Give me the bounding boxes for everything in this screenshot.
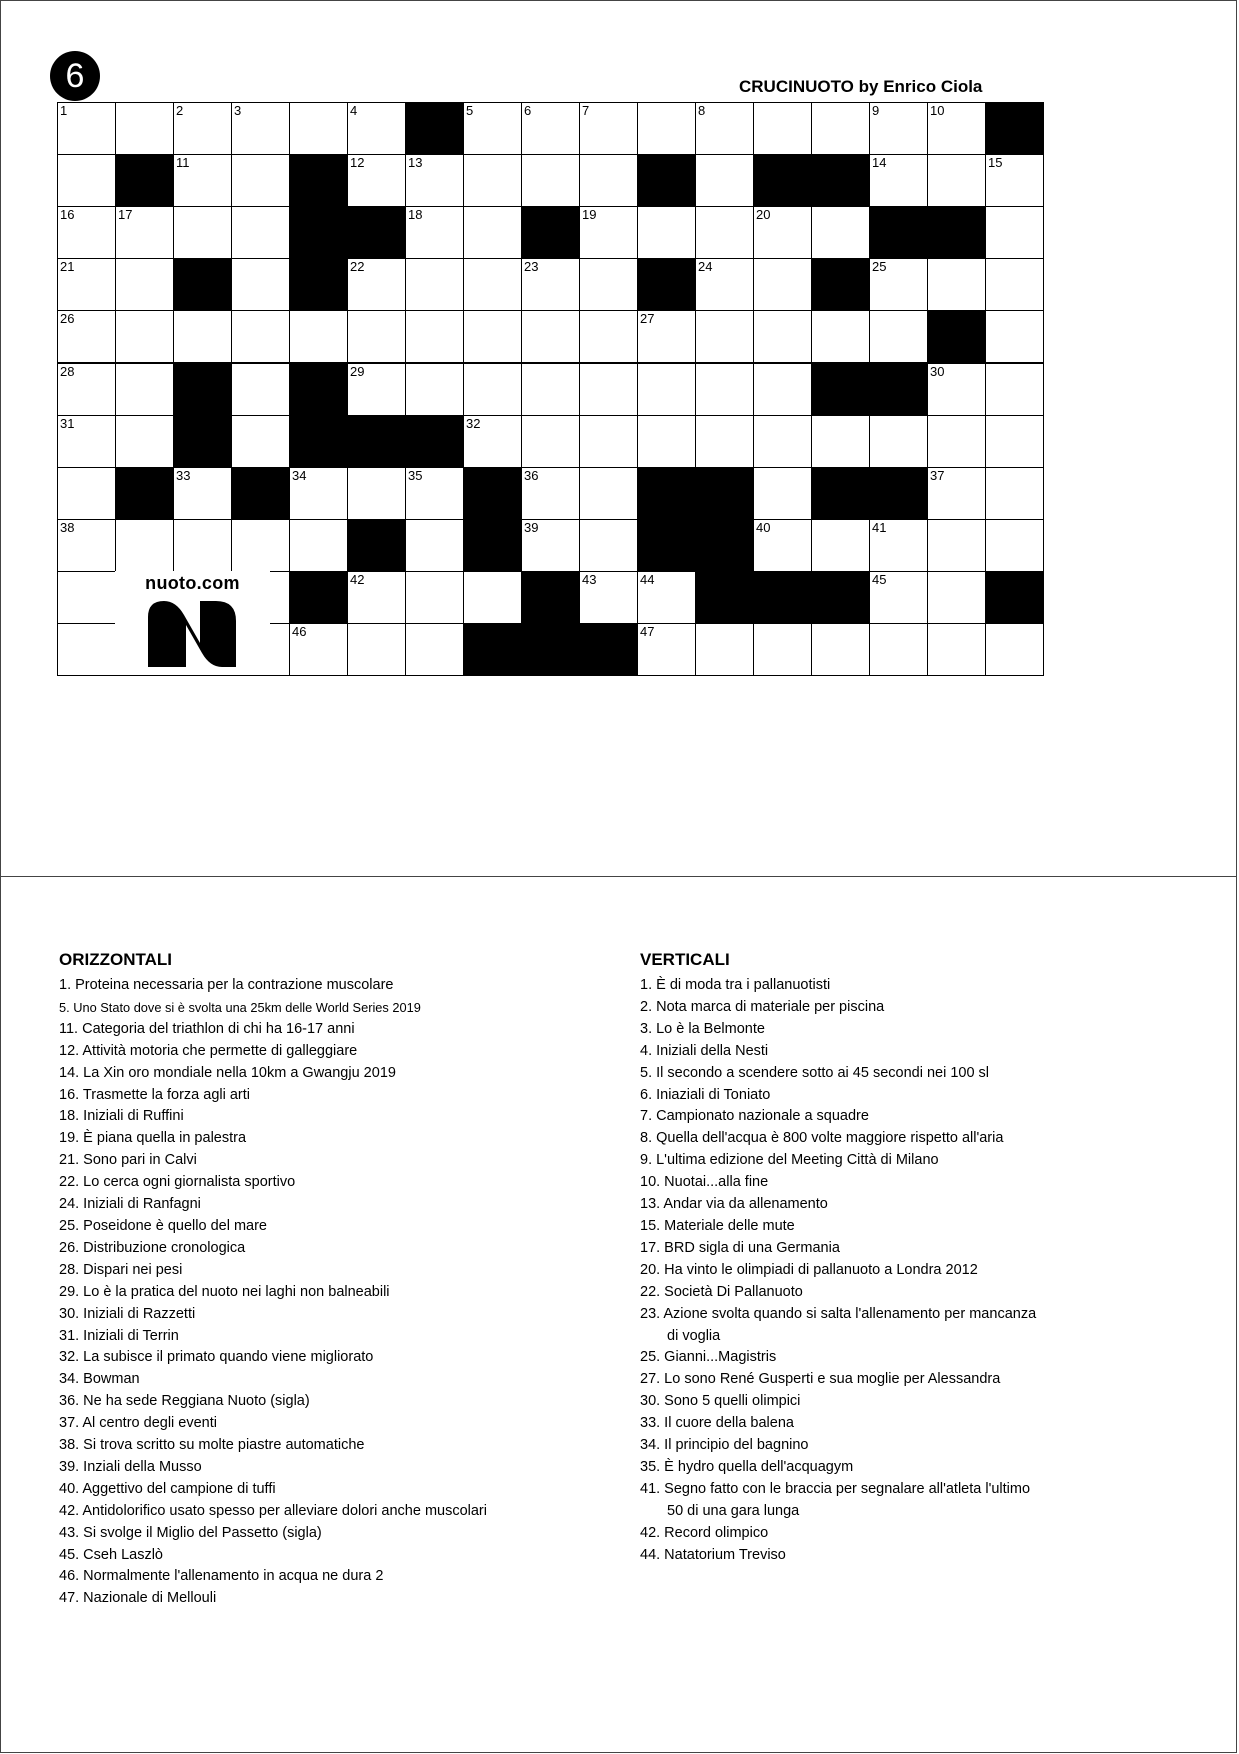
- cell-number: 47: [640, 624, 655, 639]
- grid-cell[interactable]: [869, 102, 928, 155]
- clue-item: 34. Il principio del bagnino: [640, 1437, 809, 1454]
- black-cell: [289, 258, 348, 311]
- clue-item: 17. BRD sigla di una Germania: [640, 1239, 840, 1256]
- clue-item: 10. Nuotai...alla fine: [640, 1174, 769, 1191]
- clue-item: 30. Sono 5 quelli olimpici: [640, 1393, 801, 1410]
- grid-cell[interactable]: [811, 310, 870, 363]
- grid-cell[interactable]: [57, 310, 116, 363]
- black-cell: [289, 206, 348, 259]
- crossword-page: [0, 0, 1237, 877]
- grid-cell[interactable]: [231, 206, 290, 259]
- clue-item: 1. È di moda tra i pallanuotisti: [640, 977, 831, 993]
- cell-number: 16: [60, 207, 75, 223]
- grid-cell[interactable]: [115, 102, 174, 155]
- black-cell: [811, 258, 870, 311]
- cell-number: 29: [350, 363, 365, 379]
- cell-number: 26: [60, 311, 75, 327]
- grid-cell[interactable]: [463, 206, 522, 259]
- cell-number: 31: [60, 415, 75, 431]
- cell-number: 25: [872, 259, 887, 275]
- grid-cell[interactable]: [985, 363, 1044, 416]
- grid-cell[interactable]: [57, 258, 116, 311]
- cell-number: 20: [756, 207, 771, 223]
- grid-cell[interactable]: [57, 467, 116, 520]
- grid-cell[interactable]: [811, 519, 870, 572]
- cell-number: 28: [60, 363, 75, 379]
- clue-item: 30. Iniziali di Razzetti: [59, 1305, 196, 1322]
- grid-cell[interactable]: [927, 363, 986, 416]
- grid-cell[interactable]: [463, 310, 522, 363]
- clue-item: 14. La Xin oro mondiale nella 10km a Gwangju 2019: [59, 1064, 396, 1081]
- black-cell: [463, 623, 522, 676]
- grid-cell[interactable]: [695, 415, 754, 468]
- black-cell: [289, 415, 348, 468]
- grid-cell[interactable]: [695, 363, 754, 416]
- cell-number: 38: [60, 519, 75, 535]
- grid-cell[interactable]: [695, 310, 754, 363]
- grid-cell[interactable]: [753, 623, 812, 676]
- grid-cell[interactable]: [579, 467, 638, 520]
- grid-cell[interactable]: [57, 102, 116, 155]
- grid-cell[interactable]: [57, 571, 116, 624]
- grid-cell[interactable]: [869, 310, 928, 363]
- clue-item: 41. Segno fatto con le braccia per segnalare all'atleta l'ultimo: [640, 1480, 1031, 1497]
- black-cell: [869, 363, 928, 416]
- grid-cell[interactable]: [637, 102, 696, 155]
- clue-item: 8. Quella dell'acqua è 800 volte maggiore rispetto all'aria: [640, 1130, 1004, 1147]
- clue-item: 4. Iniziali della Nesti: [640, 1042, 769, 1059]
- grid-cell[interactable]: [347, 571, 406, 624]
- horizontal-clue-list: [59, 975, 619, 1610]
- black-cell: [579, 623, 638, 676]
- cell-number: 7: [582, 103, 590, 118]
- clue-item: 50 di una gara lunga: [667, 1502, 800, 1519]
- cell-number: 23: [524, 259, 539, 275]
- black-cell: [173, 415, 232, 468]
- clue-item: 34. Bowman: [59, 1371, 140, 1388]
- black-cell: [811, 467, 870, 520]
- black-cell: [289, 363, 348, 416]
- logo-text: nuoto.com: [145, 573, 240, 593]
- cell-number: 4: [350, 103, 358, 118]
- clue-item: 24. Iniziali di Ranfagni: [59, 1196, 201, 1213]
- black-cell: [115, 154, 174, 207]
- grid-cell[interactable]: [637, 623, 696, 676]
- grid-cell[interactable]: [405, 363, 464, 416]
- cell-number: 15: [988, 155, 1003, 171]
- grid-cell[interactable]: [115, 415, 174, 468]
- grid-cell[interactable]: [521, 467, 580, 520]
- grid-cell[interactable]: [57, 363, 116, 416]
- grid-cell[interactable]: [869, 519, 928, 572]
- clue-item: 13. Andar via da allenamento: [640, 1196, 828, 1213]
- cell-number: 22: [350, 259, 365, 275]
- clue-item: 35. È hydro quella dell'acquagym: [640, 1458, 854, 1475]
- black-cell: [115, 467, 174, 520]
- grid-cell[interactable]: [347, 310, 406, 363]
- grid-cell[interactable]: [579, 415, 638, 468]
- grid-cell[interactable]: [521, 154, 580, 207]
- clue-item: 43. Si svolge il Miglio del Passetto (sigla): [59, 1524, 322, 1541]
- grid-cell[interactable]: [347, 154, 406, 207]
- grid-cell[interactable]: [637, 206, 696, 259]
- cell-number: 13: [408, 155, 423, 171]
- clue-item: 36. Ne ha sede Reggiana Nuoto (sigla): [59, 1393, 310, 1410]
- grid-cell[interactable]: [753, 415, 812, 468]
- black-cell: [753, 571, 812, 624]
- cell-number: 9: [872, 103, 880, 118]
- cell-number: 17: [118, 207, 133, 223]
- black-cell: [463, 519, 522, 572]
- cell-number: 11: [176, 155, 190, 171]
- black-cell: [405, 102, 464, 155]
- clue-item: 2. Nota marca di materiale per piscina: [640, 998, 885, 1015]
- grid-cell[interactable]: [637, 363, 696, 416]
- grid-cell[interactable]: [985, 310, 1044, 363]
- grid-cell[interactable]: [347, 623, 406, 676]
- clue-item: 47. Nazionale di Mellouli: [59, 1590, 217, 1607]
- clue-item: 25. Gianni...Magistris: [640, 1349, 777, 1366]
- clue-item: 40. Aggettivo del campione di tuffi: [59, 1480, 276, 1497]
- grid-cell[interactable]: [173, 206, 232, 259]
- grid-cell[interactable]: [695, 258, 754, 311]
- grid-cell[interactable]: [115, 363, 174, 416]
- grid-cell[interactable]: [637, 310, 696, 363]
- grid-cell[interactable]: [289, 102, 348, 155]
- grid-cell[interactable]: [405, 519, 464, 572]
- grid-cell[interactable]: [347, 467, 406, 520]
- black-cell: [927, 206, 986, 259]
- black-cell: [463, 467, 522, 520]
- clue-item: 7. Campionato nazionale a squadre: [640, 1108, 869, 1125]
- clue-item: 27. Lo sono René Gusperti e sua moglie per Alessandra: [640, 1371, 1001, 1388]
- grid-cell[interactable]: [985, 154, 1044, 207]
- black-cell: [173, 258, 232, 311]
- clue-item: 1. Proteina necessaria per la contrazione muscolare: [59, 977, 394, 993]
- grid-cell[interactable]: [405, 571, 464, 624]
- clue-item: 37. Al centro degli eventi: [59, 1415, 217, 1432]
- grid-cell[interactable]: [811, 415, 870, 468]
- grid-cell[interactable]: [811, 102, 870, 155]
- grid-cell[interactable]: [347, 258, 406, 311]
- grid-cell[interactable]: [869, 415, 928, 468]
- grid-cell[interactable]: [173, 467, 232, 520]
- black-cell: [637, 467, 696, 520]
- grid-cell[interactable]: [405, 623, 464, 676]
- crossword-grid: [57, 102, 1043, 675]
- grid-cell[interactable]: [811, 623, 870, 676]
- clue-item: 16. Trasmette la forza agli arti: [59, 1086, 250, 1103]
- cell-number: 14: [872, 155, 887, 171]
- cell-number: 27: [640, 311, 655, 327]
- cell-number: 45: [872, 571, 887, 587]
- grid-cell[interactable]: [753, 258, 812, 311]
- clue-item: 15. Materiale delle mute: [640, 1217, 795, 1234]
- black-cell: [521, 206, 580, 259]
- grid-cell[interactable]: [927, 571, 986, 624]
- grid-cell[interactable]: [57, 415, 116, 468]
- black-cell: [347, 519, 406, 572]
- grid-cell[interactable]: [579, 519, 638, 572]
- grid-cell[interactable]: [405, 310, 464, 363]
- cell-number: 35: [408, 467, 423, 483]
- grid-cell[interactable]: [463, 102, 522, 155]
- cell-number: 41: [872, 519, 887, 535]
- black-cell: [695, 571, 754, 624]
- grid-cell[interactable]: [579, 571, 638, 624]
- grid-cell[interactable]: [405, 206, 464, 259]
- vertical-clues: [640, 950, 1200, 1566]
- black-cell: [985, 102, 1044, 155]
- grid-cell[interactable]: [521, 258, 580, 311]
- cell-number: 8: [698, 103, 706, 118]
- vertical-heading: VERTICALI: [640, 950, 730, 969]
- grid-cell[interactable]: [347, 102, 406, 155]
- clue-item: 25. Poseidone è quello del mare: [59, 1217, 267, 1234]
- black-cell: [869, 467, 928, 520]
- grid-cell[interactable]: [927, 519, 986, 572]
- grid-cell[interactable]: [463, 258, 522, 311]
- grid-cell[interactable]: [231, 519, 290, 572]
- black-cell: [521, 571, 580, 624]
- cell-number: 10: [930, 103, 945, 118]
- grid-cell[interactable]: [753, 363, 812, 416]
- clue-item: 42. Antidolorifico usato spesso per alleviare dolori anche muscolari: [59, 1502, 487, 1519]
- grid-cell[interactable]: [289, 623, 348, 676]
- cell-number: 46: [292, 624, 307, 639]
- cell-number: 34: [292, 467, 307, 483]
- black-cell: [811, 154, 870, 207]
- grid-cell[interactable]: [985, 258, 1044, 311]
- horizontal-heading: ORIZZONTALI: [59, 950, 172, 969]
- clue-item: 22. Società Di Pallanuoto: [640, 1283, 803, 1300]
- grid-cell[interactable]: [637, 571, 696, 624]
- grid-cell[interactable]: [579, 102, 638, 155]
- black-cell: [985, 571, 1044, 624]
- grid-cell[interactable]: [579, 258, 638, 311]
- cell-number: 43: [582, 571, 597, 587]
- grid-cell[interactable]: [927, 623, 986, 676]
- grid-cell[interactable]: [173, 310, 232, 363]
- clue-item: 26. Distribuzione cronologica: [59, 1239, 246, 1256]
- grid-cell[interactable]: [115, 206, 174, 259]
- grid-cell[interactable]: [869, 258, 928, 311]
- nuoto-logo: [115, 571, 270, 675]
- black-cell: [869, 206, 928, 259]
- black-cell: [637, 154, 696, 207]
- cell-number: 30: [930, 363, 945, 379]
- cell-number: 6: [524, 103, 532, 118]
- puzzle-number-badge: 6: [50, 51, 100, 101]
- grid-cell[interactable]: [231, 102, 290, 155]
- grid-cell[interactable]: [521, 310, 580, 363]
- grid-cell[interactable]: [463, 571, 522, 624]
- grid-cell[interactable]: [231, 415, 290, 468]
- cell-number: 39: [524, 519, 539, 535]
- black-cell: [753, 154, 812, 207]
- clue-item: 6. Iniaziali di Toniato: [640, 1086, 771, 1103]
- grid-cell[interactable]: [579, 310, 638, 363]
- cell-number: 40: [756, 519, 771, 535]
- grid-cell[interactable]: [869, 154, 928, 207]
- black-cell: [927, 310, 986, 363]
- clue-item: 21. Sono pari in Calvi: [59, 1152, 197, 1169]
- grid-cell[interactable]: [57, 623, 116, 676]
- clue-item: 23. Azione svolta quando si salta l'allenamento per mancanza: [640, 1305, 1037, 1322]
- black-cell: [637, 519, 696, 572]
- clue-item: 3. Lo è la Belmonte: [640, 1020, 765, 1037]
- cell-number: 44: [640, 571, 655, 587]
- clue-item: 42. Record olimpico: [640, 1524, 769, 1541]
- vertical-clue-list: [640, 975, 1200, 1566]
- clue-item: 29. Lo è la pratica del nuoto nei laghi non balneabili: [59, 1283, 390, 1300]
- clue-item: 31. Iniziali di Terrin: [59, 1327, 179, 1344]
- black-cell: [173, 363, 232, 416]
- grid-cell[interactable]: [927, 415, 986, 468]
- grid-cell[interactable]: [115, 519, 174, 572]
- grid-cell[interactable]: [753, 467, 812, 520]
- cell-number: 3: [234, 103, 242, 118]
- grid-cell[interactable]: [289, 310, 348, 363]
- clue-item: 5. Il secondo a scendere sotto ai 45 secondi nei 100 sl: [640, 1064, 990, 1081]
- cell-number: 5: [466, 103, 474, 118]
- clue-item: 39. Inziali della Musso: [59, 1458, 202, 1475]
- clue-item: 33. Il cuore della balena: [640, 1415, 794, 1432]
- cell-number: 42: [350, 571, 365, 587]
- grid-cell[interactable]: [927, 154, 986, 207]
- clue-item: 45. Cseh Laszlò: [59, 1546, 163, 1563]
- grid-cell[interactable]: [57, 206, 116, 259]
- clue-item: 44. Natatorium Treviso: [640, 1546, 786, 1563]
- grid-cell[interactable]: [289, 467, 348, 520]
- black-cell: [695, 519, 754, 572]
- grid-cell[interactable]: [173, 102, 232, 155]
- grid-cell[interactable]: [869, 623, 928, 676]
- grid-cell[interactable]: [521, 102, 580, 155]
- black-cell: [289, 571, 348, 624]
- grid-cell[interactable]: [463, 363, 522, 416]
- black-cell: [231, 467, 290, 520]
- grid-cell[interactable]: [869, 571, 928, 624]
- grid-cell[interactable]: [695, 102, 754, 155]
- cell-number: 1: [60, 103, 68, 118]
- grid-cell[interactable]: [289, 519, 348, 572]
- grid-cell[interactable]: [231, 258, 290, 311]
- grid-cell[interactable]: [579, 363, 638, 416]
- clue-item: 32. La subisce il primato quando viene migliorato: [59, 1349, 374, 1366]
- grid-cell[interactable]: [405, 258, 464, 311]
- black-cell: [347, 206, 406, 259]
- grid-cell[interactable]: [811, 206, 870, 259]
- cell-number: 21: [60, 259, 75, 275]
- cell-number: 33: [176, 467, 191, 483]
- grid-cell[interactable]: [521, 363, 580, 416]
- clue-item: 19. È piana quella in palestra: [59, 1130, 247, 1147]
- grid-cell[interactable]: [405, 467, 464, 520]
- clue-item: 28. Dispari nei pesi: [59, 1261, 183, 1278]
- clue-item: 11. Categoria del triathlon di chi ha 16-17 anni: [59, 1020, 355, 1037]
- clue-item: di voglia: [667, 1327, 721, 1344]
- clue-item: 46. Normalmente l'allenamento in acqua ne dura 2: [59, 1568, 384, 1585]
- grid-cell[interactable]: [985, 415, 1044, 468]
- puzzle-title: CRUCINUOTO by Enrico Ciola: [739, 77, 983, 96]
- black-cell: [405, 415, 464, 468]
- grid-cell[interactable]: [115, 258, 174, 311]
- grid-cell[interactable]: [579, 154, 638, 207]
- cell-number: 37: [930, 467, 945, 483]
- grid-cell[interactable]: [347, 363, 406, 416]
- grid-cell[interactable]: [637, 415, 696, 468]
- clue-item: 12. Attività motoria che permette di galleggiare: [59, 1042, 358, 1059]
- clue-item: 38. Si trova scritto su molte piastre automatiche: [59, 1437, 365, 1454]
- nuoto-logo-n-icon: [142, 597, 242, 669]
- clue-item: 5. Uno Stato dove si è svolta una 25km delle World Series 2019: [59, 999, 421, 1015]
- grid-cell[interactable]: [57, 519, 116, 572]
- grid-cell[interactable]: [753, 102, 812, 155]
- grid-cell[interactable]: [521, 415, 580, 468]
- grid-cell[interactable]: [579, 206, 638, 259]
- grid-cell[interactable]: [173, 154, 232, 207]
- cell-number: 2: [176, 103, 184, 118]
- grid-cell[interactable]: [985, 206, 1044, 259]
- black-cell: [811, 571, 870, 624]
- cell-number: 36: [524, 467, 539, 483]
- black-cell: [637, 258, 696, 311]
- cell-number: 18: [408, 207, 423, 223]
- black-cell: [521, 623, 580, 676]
- black-cell: [695, 467, 754, 520]
- grid-cell[interactable]: [173, 519, 232, 572]
- grid-cell[interactable]: [463, 415, 522, 468]
- grid-cell[interactable]: [927, 102, 986, 155]
- grid-cell[interactable]: [231, 310, 290, 363]
- black-cell: [289, 154, 348, 207]
- horizontal-clues: [59, 950, 619, 1610]
- grid-cell[interactable]: [753, 519, 812, 572]
- grid-cell[interactable]: [927, 467, 986, 520]
- grid-cell[interactable]: [115, 310, 174, 363]
- grid-cell[interactable]: [695, 623, 754, 676]
- cell-number: 19: [582, 207, 597, 223]
- grid-cell[interactable]: [57, 154, 116, 207]
- clue-item: 20. Ha vinto le olimpiadi di pallanuoto a Londra 2012: [640, 1261, 978, 1278]
- cell-number: 24: [698, 259, 713, 275]
- grid-cell[interactable]: [753, 310, 812, 363]
- black-cell: [347, 415, 406, 468]
- clue-item: 9. L'ultima edizione del Meeting Città di Milano: [640, 1152, 939, 1169]
- grid-cell[interactable]: [405, 154, 464, 207]
- grid-cell[interactable]: [927, 258, 986, 311]
- clue-item: 22. Lo cerca ogni giornalista sportivo: [59, 1174, 296, 1191]
- grid-cell[interactable]: [985, 519, 1044, 572]
- cell-number: 32: [466, 415, 481, 431]
- black-cell: [811, 363, 870, 416]
- grid-cell[interactable]: [985, 623, 1044, 676]
- grid-cell[interactable]: [463, 154, 522, 207]
- cell-number: 12: [350, 155, 365, 171]
- grid-cell[interactable]: [231, 363, 290, 416]
- grid-cell[interactable]: [695, 206, 754, 259]
- grid-cell[interactable]: [521, 519, 580, 572]
- grid-cell[interactable]: [231, 154, 290, 207]
- grid-cell[interactable]: [985, 467, 1044, 520]
- clue-item: 18. Iniziali di Ruffini: [59, 1108, 184, 1125]
- grid-cell[interactable]: [695, 154, 754, 207]
- grid-cell[interactable]: [753, 206, 812, 259]
